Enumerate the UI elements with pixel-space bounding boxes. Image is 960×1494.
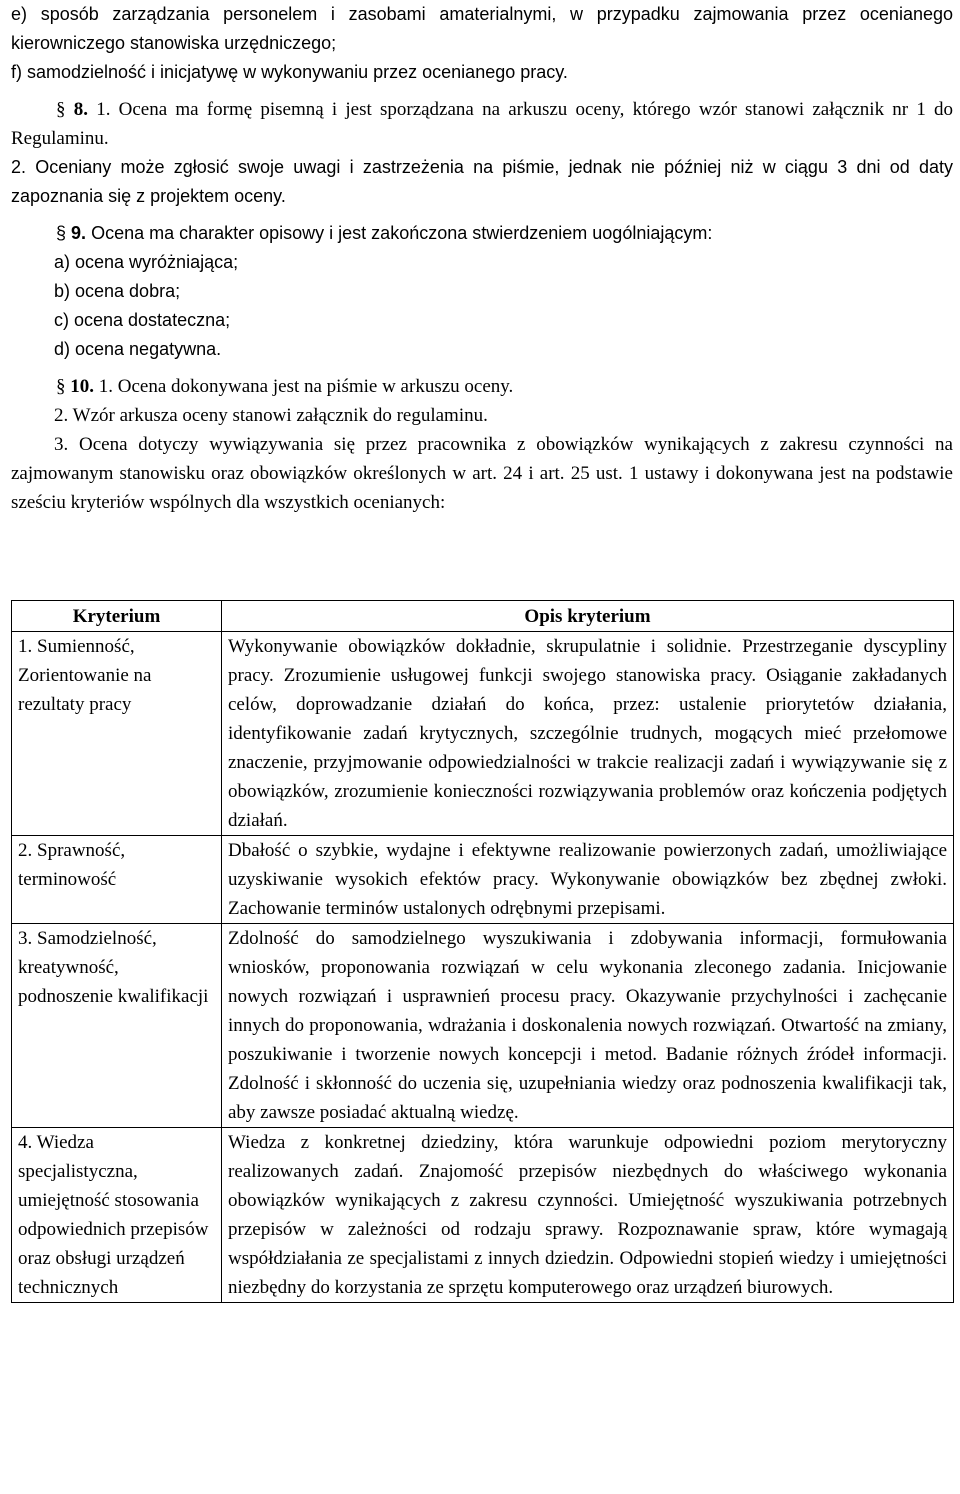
- table-row: [12, 1128, 954, 1303]
- table-header-row: [12, 601, 954, 632]
- table-row: [12, 924, 954, 1128]
- section-number: 10.: [70, 376, 94, 397]
- criterion-cell: 4. Wiedza specjalistyczna, umiejętność stosowania odpowiednich przepisów oraz obsługi urządzeń technicznych: [12, 1128, 222, 1303]
- list-item-e: e) sposób zarządzania personelem i zasobami amaterialnymi, w przypadku zajmowania przez ocenianego kierowniczego stanowiska urzędniczego;: [11, 4, 953, 53]
- list-item-f: f) samodzielność i inicjatywę w wykonywaniu przez ocenianego pracy.: [11, 62, 568, 82]
- section-10: [11, 372, 953, 517]
- description-cell: Zdolność do samodzielnego wyszukiwania i zdobywania informacji, formułowania wniosków, proponowania rozwiązań w celu wykonania zleconego zadania. Inicjowanie nowych rozwiązań i usprawnień procesu pracy. Okazywanie przychylności i zachęcanie innych do proponowania, wdrażania i doskonalenia nowych rozwiązań. Otwartość na zmiany, poszukiwanie i tworzenie nowych koncepcji i metod. Badanie różnych źródeł informacji. Zdolność i skłonność do uczenia się, uzupełniania wiedzy oraz podnoszenia kwalifikacji tak, aby zawsze posiadać aktualną wiedzę.: [222, 924, 954, 1128]
- criteria-table: [11, 600, 954, 1303]
- list-item: b) ocena dobra;: [54, 281, 181, 301]
- list-item: a) ocena wyróżniająca;: [54, 252, 239, 272]
- document-page: [11, 0, 954, 1298]
- table-row: [12, 836, 954, 924]
- description-cell: Wiedza z konkretnej dziedziny, która warunkuje odpowiedni poziom merytoryczny realizowanych zadań. Znajomość przepisów niezbędnych do właściwego wykonania obowiązków wynikających z zakresu czynności. Umiejętność wyszukiwania potrzebnych przepisów w zależności od rodzaju sprawy. Rozpoznawanie spraw, które wymagają współdziałania ze specjalistami z innych dziedzin. Odpowiedni stopień wiedzy i umiejętności niezbędny do korzystania ze sprzętu komputerowego oraz urządzeń biurowych.: [222, 1128, 954, 1303]
- section-sign: §: [56, 99, 66, 120]
- section-number: 9.: [71, 223, 87, 243]
- list-item: d) ocena negatywna.: [54, 339, 222, 359]
- paragraph: 1. Ocena dokonywana jest na piśmie w arkuszu oceny.: [98, 376, 514, 397]
- paragraph: 2. Wzór arkusza oceny stanowi załącznik do regulaminu.: [54, 405, 488, 426]
- column-header-description: Opis kryterium: [222, 601, 954, 632]
- paragraph: Ocena ma charakter opisowy i jest zakończona stwierdzeniem uogólniającym:: [91, 223, 713, 243]
- paragraph: 2. Oceniany może zgłosić swoje uwagi i zastrzeżenia na piśmie, jednak nie później niż w ciągu 3 dni od daty zapoznania się z projektem oceny.: [11, 157, 953, 206]
- list-item: c) ocena dostateczna;: [54, 310, 231, 330]
- section-sign: §: [56, 376, 66, 397]
- paragraph: 3. Ocena dotyczy wywiązywania się przez pracownika z obowiązków wynikających z zakresu czynności na zajmowanym stanowisku oraz obowiązków określonych w art. 24 i art. 25 ust. 1 ustawy i dokonywana jest na podstawie sześciu kryteriów wspólnych dla wszystkich ocenianych:: [11, 434, 953, 513]
- criterion-cell: 3. Samodzielność, kreatywność, podnoszenie kwalifikacji: [12, 924, 222, 1128]
- section-8: [11, 95, 953, 211]
- section-sign: §: [56, 223, 67, 243]
- section-number: 8.: [73, 99, 88, 120]
- column-header-criterion: Kryterium: [12, 601, 222, 632]
- description-cell: Dbałość o szybkie, wydajne i efektywne realizowanie powierzonych zadań, umożliwiające uzyskiwanie wysokich efektów pracy. Wykonywanie obowiązków bez zbędnej zwłoki. Zachowanie terminów ustalonych odrębnymi przepisami.: [222, 836, 954, 924]
- paragraph: 1. Ocena ma formę pisemną i jest sporządzana na arkuszu oceny, którego wzór stanowi załącznik nr 1 do Regulaminu.: [11, 99, 954, 149]
- criterion-cell: 2. Sprawność, terminowość: [12, 836, 222, 924]
- description-cell: Wykonywanie obowiązków dokładnie, skrupulatnie i solidnie. Przestrzeganie dyscypliny pracy. Zrozumienie usługowej funkcji swojego stanowiska pracy. Osiąganie zakładanych celów, doprowadzanie działań do końca, przez: ustalenie priorytetów działania, identyfikowanie zadań krytycznych, szczególnie trudnych, mogących mieć przełomowe znaczenie, przyjmowanie odpowiedzialności w trakcie realizacji zadań i wywiązywanie się z obowiązków, zrozumienie konieczności rozwiązywania problemów oraz kończenia podjętych działań.: [222, 632, 954, 836]
- criterion-cell: 1. Sumienność, Zorientowanie na rezultaty pracy: [12, 632, 222, 836]
- section-9: [11, 219, 953, 364]
- table-row: [12, 632, 954, 836]
